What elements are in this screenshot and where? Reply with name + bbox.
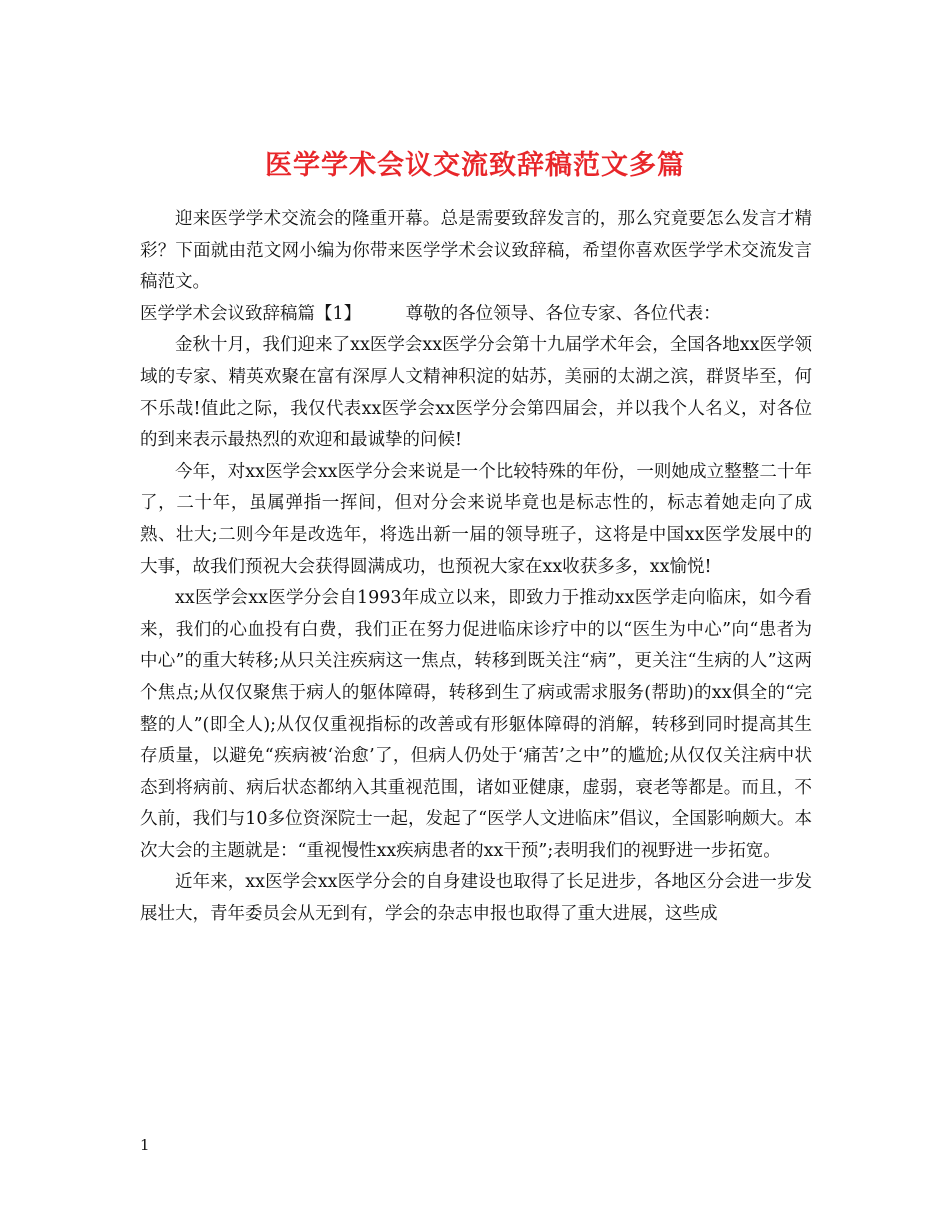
document-body (140, 204, 812, 931)
body-paragraph-1: 金秋十月，我们迎来了xx医学会xx医学分会第十九届学术年会，全国各地xx医学领域的专家、精英欢聚在富有深厚人文精神积淀的姑苏，美丽的太湖之滨，群贤毕至，何不乐哉!值此之际，我仅代表xx医学会xx医学分会第四届会，并以我个人名义，对各位的到来表示最热烈的欢迎和最诚挚的问候! (140, 335, 812, 451)
page-number: 1 (140, 1136, 150, 1154)
body-paragraph-4: 近年来，xx医学会xx医学分会的自身建设也取得了长足进步，各地区分会进一步发展壮大，青年委员会从无到有，学会的杂志申报也取得了重大进展，这些成 (140, 872, 812, 925)
body-paragraph-2: 今年，对xx医学会xx医学分会来说是一个比较特殊的年份，一则她成立整整二十年了，二十年，虽属弹指一挥间，但对分会来说毕竟也是标志性的，标志着她走向了成熟、壮大;二则今年是改选年，将选出新一届的领导班子，这将是中国xx医学发展中的大事，故我们预祝大会获得圆满成功，也预祝大家在xx收获多多，xx愉悦! (140, 461, 812, 577)
intro-paragraph: 迎来医学学术交流会的隆重开幕。总是需要致辞发言的，那么究竟要怎么发言才精彩？下面就由范文网小编为你带来医学学术会议致辞稿，希望你喜欢医学学术交流发言稿范文。 (140, 209, 812, 293)
salutation: 尊敬的各位领导、各位专家、各位代表： (405, 303, 721, 324)
document-title: 医学学术会议交流致辞稿范文多篇 (265, 150, 685, 182)
body-paragraph-3: xx医学会xx医学分会自1993年成立以来，即致力于推动xx医学走向临床，如今看来，我们的心血投有白费，我们正在努力促进临床诊疗中的以“医生为中心”向“患者为中心”的重大转移;从只关注疾病这一焦点，转移到既关注“病”，更关注“生病的人”这两个焦点;从仅仅聚焦于病人的躯体障碍，转移到生了病或需求服务(帮助)的xx俱全的“完整的人”(即全人);从仅仅重视指标的改善或有形躯体障碍的消解，转移到同时提高其生存质量，以避免“疾病被‘治愈’了，但病人仍处于‘痛苦’之中”的尴尬;从仅仅关注病中状态到将病前、病后状态都纳入其重视范围，诸如亚健康，虚弱，衰老等都是。而且，不久前，我们与10多位资深院士一起，发起了“医学人文进临床”倡议，全国影响颇大。本次大会的主题就是：“重视慢性xx疾病患者的xx干预”;表明我们的视野进一步拓宽。 (140, 588, 812, 861)
section-heading-line (140, 299, 812, 331)
section-heading: 医学学术会议致辞稿篇【1】 (140, 303, 362, 324)
